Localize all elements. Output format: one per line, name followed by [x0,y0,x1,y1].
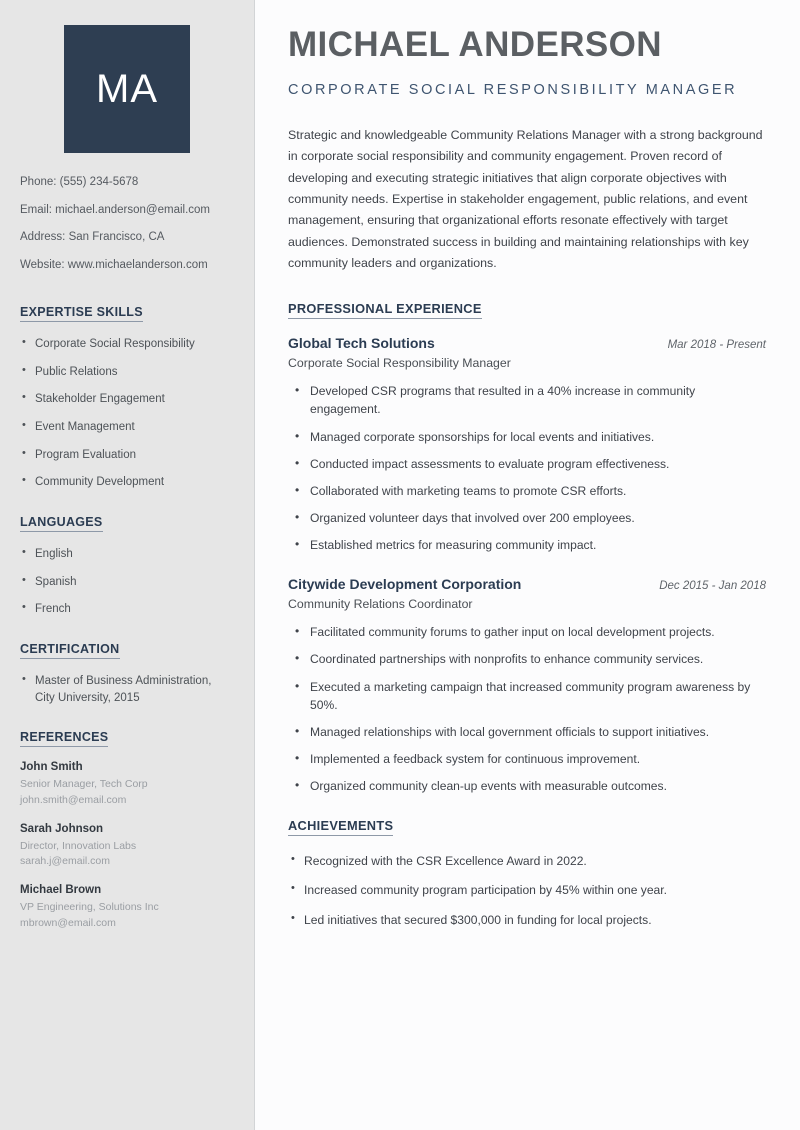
contact-address: Address: San Francisco, CA [20,231,165,244]
contact-phone: Phone: (555) 234-5678 [20,176,139,188]
skills-list [20,336,234,491]
contact-email: Email: michael.anderson@email.com [20,203,210,216]
employment-dates: Mar 2018 - Present [667,339,766,352]
achievements-list [288,852,766,928]
section-languages [20,513,234,618]
page-title: MICHAEL ANDERSON [288,25,662,64]
section-heading-experience: PROFESSIONAL EXPERIENCE [288,301,482,319]
experience-entry [288,576,766,795]
experience-entry [288,335,766,554]
reference-name: Sarah Johnson [20,822,104,835]
company-name: Global Tech Solutions [288,335,435,352]
list-item: • Implemented a feedback system for continuous improvement. [288,750,766,768]
main-column [255,0,800,1130]
reference-entry [20,823,234,869]
list-item: • Led initiatives that secured $300,000 in funding for local projects. [288,911,766,929]
section-heading-references: REFERENCES [20,730,108,747]
reference-name: Michael Brown [20,884,102,897]
reference-email: mbrown@email.com [20,916,116,929]
professional-summary: Strategic and knowledgeable Community Relations Manager with a strong background in corporate social responsibility and community engagement. Proven record of developing and executing strategic initiatives that align corporate objectives with community needs. Expertise in stakeholder engagement, public relations, and event management, ensuring that organizational efforts resonate effectively with target audiences. Demonstrated success in building and maintaining relationships with key community leaders and organizations. [288,127,763,270]
reference-name: John Smith [20,761,83,774]
job-role: Community Relations Coordinator [288,597,473,612]
section-references [20,728,234,930]
section-heading-languages: LANGUAGES [20,515,103,532]
experience-header [288,576,766,592]
list-item: • Developed CSR programs that resulted in a 40% increase in community engagement. [288,382,766,418]
list-item: • Master of Business Administration, City University, 2015 [20,673,234,706]
section-heading-skills: EXPERTISE SKILLS [20,305,143,322]
responsibility-list [288,623,766,795]
list-item: • Managed corporate sponsorships for local events and initiatives. [288,428,766,446]
list-item: • Corporate Social Responsibility [20,336,234,353]
list-item: • Public Relations [20,364,234,381]
list-item: • Executed a marketing campaign that increased community program awareness by 50%. [288,678,766,714]
sidebar [0,0,255,1130]
reference-email: john.smith@email.com [20,793,127,806]
employment-dates: Dec 2015 - Jan 2018 [659,580,766,593]
contact-list [20,175,234,273]
section-professional-experience [288,300,766,795]
list-item: • Established metrics for measuring community impact. [288,536,766,554]
section-heading-achievements: ACHIEVEMENTS [288,818,393,836]
contact-website: Website: www.michaelanderson.com [20,258,208,271]
list-item: • Program Evaluation [20,447,234,464]
list-item: • Collaborated with marketing teams to promote CSR efforts. [288,482,766,500]
list-item: • English [20,546,234,563]
reference-role: Senior Manager, Tech Corp [20,778,148,791]
company-name: Citywide Development Corporation [288,576,522,593]
professional-title: CORPORATE SOCIAL RESPONSIBILITY MANAGER [288,81,738,98]
list-item: • Recognized with the CSR Excellence Award in 2022. [288,852,766,870]
list-item: • Coordinated partnerships with nonprofits to enhance community services. [288,650,766,668]
reference-entry [20,884,234,930]
job-role: Corporate Social Responsibility Manager [288,356,511,371]
certification-list [20,673,234,706]
avatar [64,25,190,153]
section-heading-certification: CERTIFICATION [20,642,120,659]
reference-role: Director, Innovation Labs [20,839,137,852]
list-item: • Organized community clean-up events with measurable outcomes. [288,777,766,795]
reference-role: VP Engineering, Solutions Inc [20,901,159,914]
section-expertise-skills [20,303,234,491]
list-item: • Stakeholder Engagement [20,391,234,408]
languages-list [20,546,234,618]
reference-email: sarah.j@email.com [20,855,111,868]
reference-entry [20,761,234,807]
list-item: • Facilitated community forums to gather input on local development projects. [288,623,766,641]
list-item: • Community Development [20,474,234,491]
list-item: • Increased community program participation by 45% within one year. [288,881,766,899]
responsibility-list [288,382,766,554]
list-item: • Spanish [20,574,234,591]
list-item: • Event Management [20,419,234,436]
section-certification [20,640,234,706]
list-item: • Organized volunteer days that involved over 200 employees. [288,509,766,527]
avatar-initials: MA [96,67,158,111]
list-item: • French [20,601,234,618]
experience-header [288,335,766,351]
list-item: • Managed relationships with local government officials to support initiatives. [288,723,766,741]
list-item: • Conducted impact assessments to evaluate program effectiveness. [288,455,766,473]
section-achievements [288,817,766,928]
